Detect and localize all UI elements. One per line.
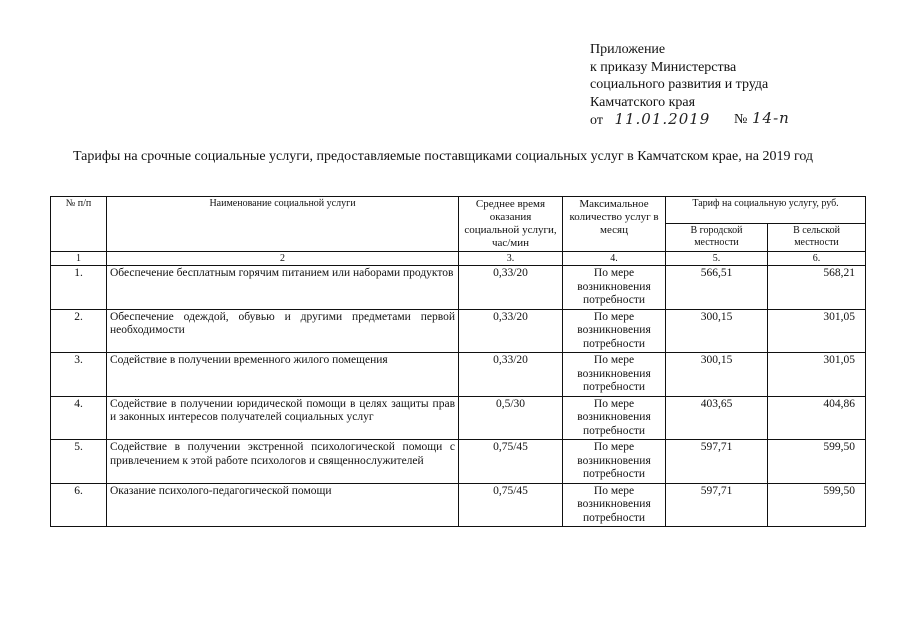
- service-name: Оказание психолого-педагогической помощи: [107, 483, 459, 527]
- appendix-line-3: социального развития и труда: [590, 77, 769, 92]
- tariff-rural: 599,50: [768, 440, 866, 484]
- tariff-urban: 300,15: [666, 353, 768, 397]
- header-num: № п/п: [51, 197, 107, 252]
- max-quantity: По мере возникновения потребности: [563, 353, 666, 397]
- row-number: 5.: [51, 440, 107, 484]
- table-row: [51, 396, 866, 440]
- tariff-urban: 597,71: [666, 483, 768, 527]
- row-number: 1.: [51, 266, 107, 310]
- tariffs-table: [50, 196, 866, 527]
- tariff-urban: 566,51: [666, 266, 768, 310]
- service-name: Содействие в получении временного жилого помещения: [107, 353, 459, 397]
- row-number: 2.: [51, 309, 107, 353]
- tariff-urban: 403,65: [666, 396, 768, 440]
- header-tariff: Тариф на социальную услугу, руб.: [666, 197, 866, 224]
- tariff-rural: 301,05: [768, 353, 866, 397]
- order-number-label: №: [734, 112, 748, 127]
- avg-time: 0,75/45: [459, 483, 563, 527]
- tariff-rural: 599,50: [768, 483, 866, 527]
- avg-time: 0,33/20: [459, 309, 563, 353]
- row-number: 3.: [51, 353, 107, 397]
- col-number: 6.: [768, 252, 866, 266]
- tariff-rural: 568,21: [768, 266, 866, 310]
- appendix-line-2: к приказу Министерства: [590, 59, 737, 75]
- document-title: Тарифы на срочные социальные услуги, предоставляемые поставщиками социальных услуг в Камчатском крае, на 2019 год: [72, 149, 814, 164]
- header-row: [51, 197, 866, 224]
- table-row: [51, 309, 866, 353]
- handwritten-date: 11.01.2019: [614, 110, 711, 128]
- col-number: 4.: [563, 252, 666, 266]
- handwritten-order-number: 14-п: [752, 109, 790, 127]
- max-quantity: По мере возникновения потребности: [563, 440, 666, 484]
- header-urban: В городской местности: [666, 224, 768, 252]
- header-max-qty: Максимальное количество услуг в месяц: [563, 197, 666, 252]
- row-number: 4.: [51, 396, 107, 440]
- col-number: 1: [51, 252, 107, 266]
- avg-time: 0,5/30: [459, 396, 563, 440]
- service-name: Содействие в получении экстренной психологической помощи с привлечением к этой работе психологов и священнослужителей: [107, 440, 459, 484]
- avg-time: 0,33/20: [459, 266, 563, 310]
- appendix-line-1: Приложение: [590, 42, 666, 57]
- service-name: Обеспечение бесплатным горячим питанием или наборами продуктов: [107, 266, 459, 310]
- date-prefix: от: [590, 113, 603, 128]
- tariff-rural: 301,05: [768, 309, 866, 353]
- appendix-block: [590, 41, 790, 130]
- max-quantity: По мере возникновения потребности: [563, 309, 666, 353]
- tariff-rural: 404,86: [768, 396, 866, 440]
- service-name: Обеспечение одеждой, обувью и другими предметами первой необходимости: [107, 309, 459, 353]
- table-row: [51, 483, 866, 527]
- tariff-urban: 597,71: [666, 440, 768, 484]
- col-number: 5.: [666, 252, 768, 266]
- order-date-line: [590, 109, 790, 130]
- service-name: Содействие в получении юридической помощи в целях защиты прав и законных интересов получателей социальных услуг: [107, 396, 459, 440]
- col-number: 3.: [459, 252, 563, 266]
- table-row: [51, 353, 866, 397]
- col-number: 2: [107, 252, 459, 266]
- avg-time: 0,75/45: [459, 440, 563, 484]
- max-quantity: По мере возникновения потребности: [563, 396, 666, 440]
- header-service-name: Наименование социальной услуги: [107, 197, 459, 252]
- header-avg-time: Среднее время оказания социальной услуги, час/мин: [459, 197, 563, 252]
- tariff-urban: 300,15: [666, 309, 768, 353]
- avg-time: 0,33/20: [459, 353, 563, 397]
- table-row: [51, 266, 866, 310]
- max-quantity: По мере возникновения потребности: [563, 483, 666, 527]
- header-rural: В сельской местности: [768, 224, 866, 252]
- table-row: [51, 440, 866, 484]
- row-number: 6.: [51, 483, 107, 527]
- max-quantity: По мере возникновения потребности: [563, 266, 666, 310]
- appendix-line-4: Камчатского края: [590, 94, 696, 110]
- column-number-row: [51, 252, 866, 266]
